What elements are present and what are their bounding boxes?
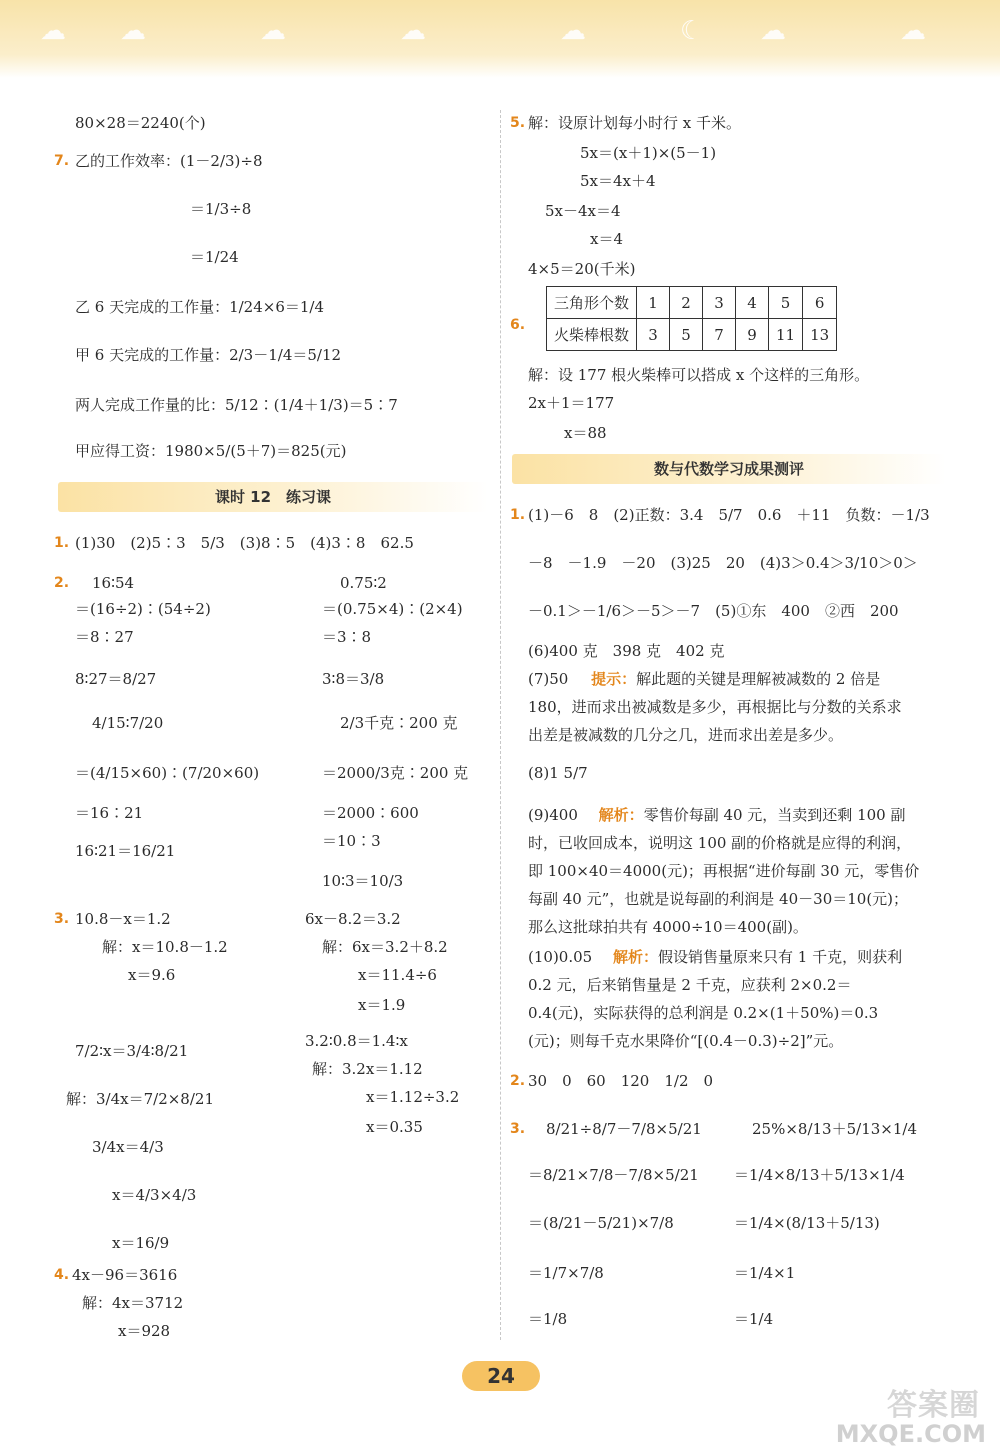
answer-line: x＝0.35 (366, 1118, 423, 1136)
answer-line: x＝9.6 (128, 966, 176, 984)
answer-line: ＝2000∶600 (322, 804, 419, 822)
table-cell: 5 (769, 287, 803, 319)
answer-text: (9)400 (528, 806, 578, 824)
answer-line: (元)；则每千克水果降价“[(0.4－0.3)÷2]”元。 (528, 1032, 844, 1050)
question-number: 3. (510, 1121, 526, 1137)
answer-line: ＝8∶27 (75, 628, 134, 646)
answer-line: ＝1/3÷8 (190, 200, 252, 218)
table-row (547, 319, 837, 351)
matchstick-table (546, 286, 837, 351)
column-divider (500, 110, 501, 1340)
question-number: 5. (510, 115, 526, 131)
answer-line: 10∶3＝10/3 (322, 872, 404, 890)
answer-line: ＝(4/15×60)∶(7/20×60) (75, 764, 260, 782)
question-number: 1. (510, 507, 526, 523)
table-cell: 7 (703, 319, 736, 351)
table-header-cell: 三角形个数 (547, 287, 637, 319)
question-number: 1. (54, 535, 70, 551)
cloud-icon: ☁ (760, 16, 786, 46)
answer-line: 那么这批球拍共有 4000÷10＝400(副)。 (528, 918, 808, 936)
watermark-logo: 答案圈 (887, 1388, 980, 1423)
table-cell: 4 (736, 287, 769, 319)
cloud-icon: ☁ (400, 16, 426, 46)
answer-line: 4x－96＝3616 (72, 1266, 178, 1284)
answer-line: ＝1/4×(8/13＋5/13) (734, 1214, 880, 1232)
answer-line: ＝1/4×8/13＋5/13×1/4 (734, 1166, 905, 1184)
table-cell: 9 (736, 319, 769, 351)
table-header-cell: 火柴棒根数 (547, 319, 637, 351)
answer-line: 25%×8/13＋5/13×1/4 (752, 1120, 917, 1138)
answer-line: ＝2000/3克∶200 克 (322, 764, 469, 782)
answer-line: ＝1/4×1 (734, 1264, 796, 1282)
answer-line: 8/21÷8/7－7/8×5/21 (546, 1120, 702, 1138)
answer-line: 2x＋1＝177 (528, 394, 615, 412)
page-header-banner (0, 0, 1000, 78)
cloud-icon: ☁ (560, 16, 586, 46)
analysis-label: 解析： (612, 948, 658, 966)
answer-line: 即 100×40＝4000(元)；再根据“进价每副 30 元，零售价 (528, 862, 920, 880)
answer-line: 3∶8＝3/8 (322, 670, 385, 688)
answer-line: 每副 40 元”，也就是说每副的利润是 40－30＝10(元)； (528, 890, 909, 908)
question-number: 6. (510, 317, 526, 333)
answer-line: 2/3千克∶200 克 (340, 714, 458, 732)
answer-line: 16∶54 (92, 574, 135, 592)
hint-label: 提示： (591, 670, 637, 688)
question-number: 3. (54, 911, 70, 927)
cloud-icon: ☁ (40, 16, 66, 46)
answer-line: 0.4(元)，实际获得的总利润是 0.2×(1＋50%)＝0.3 (528, 1004, 879, 1022)
answer-line: ＝(16÷2)∶(54÷2) (75, 600, 211, 618)
answer-line: 甲应得工资：1980×5/(5＋7)＝825(元) (75, 442, 347, 460)
answer-line: 3/4x＝4/3 (92, 1138, 164, 1156)
answer-line: 10.8－x＝1.2 (75, 910, 171, 928)
cloud-icon: ☁ (120, 16, 146, 46)
table-cell: 5 (670, 319, 703, 351)
answer-line: ＝(0.75×4)∶(2×4) (322, 600, 463, 618)
answer-line: x＝1.12÷3.2 (366, 1088, 460, 1106)
answer-line: 乙 6 天完成的工作量：1/24×6＝1/4 (75, 298, 325, 316)
answer-line: 出差是被减数的几分之几，进而求出差是多少。 (528, 726, 844, 744)
answer-line: 80×28＝2240(个) (75, 114, 206, 132)
answer-line: 乙的工作效率：(1－2/3)÷8 (75, 152, 263, 170)
answer-line: 解：4x＝3712 (82, 1294, 184, 1312)
answer-line: ＝3∶8 (322, 628, 372, 646)
answer-line: 4/15∶7/20 (92, 714, 164, 732)
answer-line: 解：设 177 根火柴棒可以搭成 x 个这样的三角形。 (528, 366, 870, 384)
answer-line: 甲 6 天完成的工作量：2/3－1/4＝5/12 (75, 346, 342, 364)
answer-text: (7)50 (528, 670, 569, 688)
answer-line: ＝8/21×7/8－7/8×5/21 (528, 1166, 699, 1184)
answer-line: ＝1/24 (190, 248, 239, 266)
table-cell: 13 (803, 319, 837, 351)
answer-line: 解：设原计划每小时行 x 千米。 (528, 114, 741, 132)
answer-text: (10)0.05 (528, 948, 593, 966)
answer-line: 5x＝(x＋1)×(5－1) (580, 144, 717, 162)
answer-line: ＝10∶3 (322, 832, 381, 850)
table-cell: 3 (637, 319, 670, 351)
question-number: 2. (510, 1073, 526, 1089)
table-cell: 6 (803, 287, 837, 319)
answer-line: ＝1/7×7/8 (528, 1264, 604, 1282)
answer-line: (6)400 克 398 克 402 克 (528, 642, 725, 660)
answer-line: 0.75∶2 (340, 574, 387, 592)
answer-line: 两人完成工作量的比：5/12∶(1/4＋1/3)＝5∶7 (75, 396, 398, 414)
page-number: 24 (462, 1361, 540, 1391)
watermark-url: MXQE.COM (835, 1420, 986, 1448)
cloud-icon: ☁ (900, 16, 926, 46)
answer-line: 解：3/4x＝7/2×8/21 (66, 1090, 214, 1108)
cloud-icon: ☁ (260, 16, 286, 46)
answer-line: ＝16∶21 (75, 804, 144, 822)
table-row (547, 287, 837, 319)
answer-line: 0.2 元，后来销售量是 2 千克，应获利 2×0.2＝ (528, 976, 852, 994)
answer-line: 16∶21＝16/21 (75, 842, 176, 860)
answer-line: x＝1.9 (358, 996, 406, 1014)
answer-line: (8)1 5/7 (528, 764, 588, 782)
answer-line: 3.2∶0.8＝1.4∶x (305, 1032, 408, 1050)
answer-text: 解此题的关键是理解被减数的 2 倍是 (636, 670, 881, 688)
answer-line (528, 946, 902, 968)
table-cell: 3 (703, 287, 736, 319)
answer-line: －8 －1.9 －20 (3)25 20 (4)3＞0.4＞3/10＞0＞ (528, 554, 918, 572)
answer-line: ＝1/8 (528, 1310, 568, 1328)
answer-text: 零售价每副 40 元，当卖到还剩 100 副 (643, 806, 906, 824)
table-cell: 11 (769, 319, 803, 351)
answer-line: ＝(8/21－5/21)×7/8 (528, 1214, 674, 1232)
answer-line: 180，进而求出被减数是多少，再根据比与分数的关系求 (528, 698, 902, 716)
table-cell: 1 (637, 287, 670, 319)
answer-line: 解：6x＝3.2＋8.2 (322, 938, 448, 956)
answer-line: (1)－6 8 (2)正数：3.4 5/7 0.6 ＋11 负数：－1/3 (528, 506, 930, 524)
answer-line: ＝1/4 (734, 1310, 774, 1328)
question-number: 4. (54, 1267, 70, 1283)
answer-line: 6x－8.2＝3.2 (305, 910, 401, 928)
answer-line: 8∶27＝8/27 (75, 670, 157, 688)
answer-line: 5x＝4x＋4 (580, 172, 656, 190)
table-cell: 2 (670, 287, 703, 319)
answer-line: x＝4/3×4/3 (112, 1186, 197, 1204)
analysis-label: 解析： (598, 806, 644, 824)
question-number: 7. (54, 153, 70, 169)
answer-line: x＝16/9 (112, 1234, 170, 1252)
answer-line: 7/2∶x＝3/4∶8/21 (75, 1042, 189, 1060)
answer-line (528, 668, 880, 690)
answer-line: x＝11.4÷6 (358, 966, 437, 984)
answer-line: 时，已收回成本，说明这 100 副的价格就是应得的利润， (528, 834, 912, 852)
answer-line: 4×5＝20(千米) (528, 260, 636, 278)
answer-line: 30 0 60 120 1/2 0 (528, 1072, 714, 1090)
answer-line: 解：x＝10.8－1.2 (102, 938, 228, 956)
answer-line: 解：3.2x＝1.12 (312, 1060, 423, 1078)
moon-icon: ☾ (680, 16, 704, 46)
answer-text: 假设销售量原来只有 1 千克，则获利 (658, 948, 903, 966)
section-heading: 数与代数学习成果测评 (512, 454, 946, 484)
answer-line: x＝928 (118, 1322, 171, 1340)
answer-line: 5x－4x＝4 (545, 202, 621, 220)
answer-line: －0.1＞－1/6＞－5＞－7 (5)①东 400 ②西 200 (528, 602, 899, 620)
answer-line: x＝88 (564, 424, 607, 442)
answer-line (528, 804, 905, 826)
answer-line: (1)30 (2)5∶3 5/3 (3)8∶5 (4)3∶8 62.5 (75, 534, 414, 552)
section-heading: 课时 12 练习课 (58, 482, 488, 512)
question-number: 2. (54, 575, 70, 591)
answer-line: x＝4 (590, 230, 624, 248)
